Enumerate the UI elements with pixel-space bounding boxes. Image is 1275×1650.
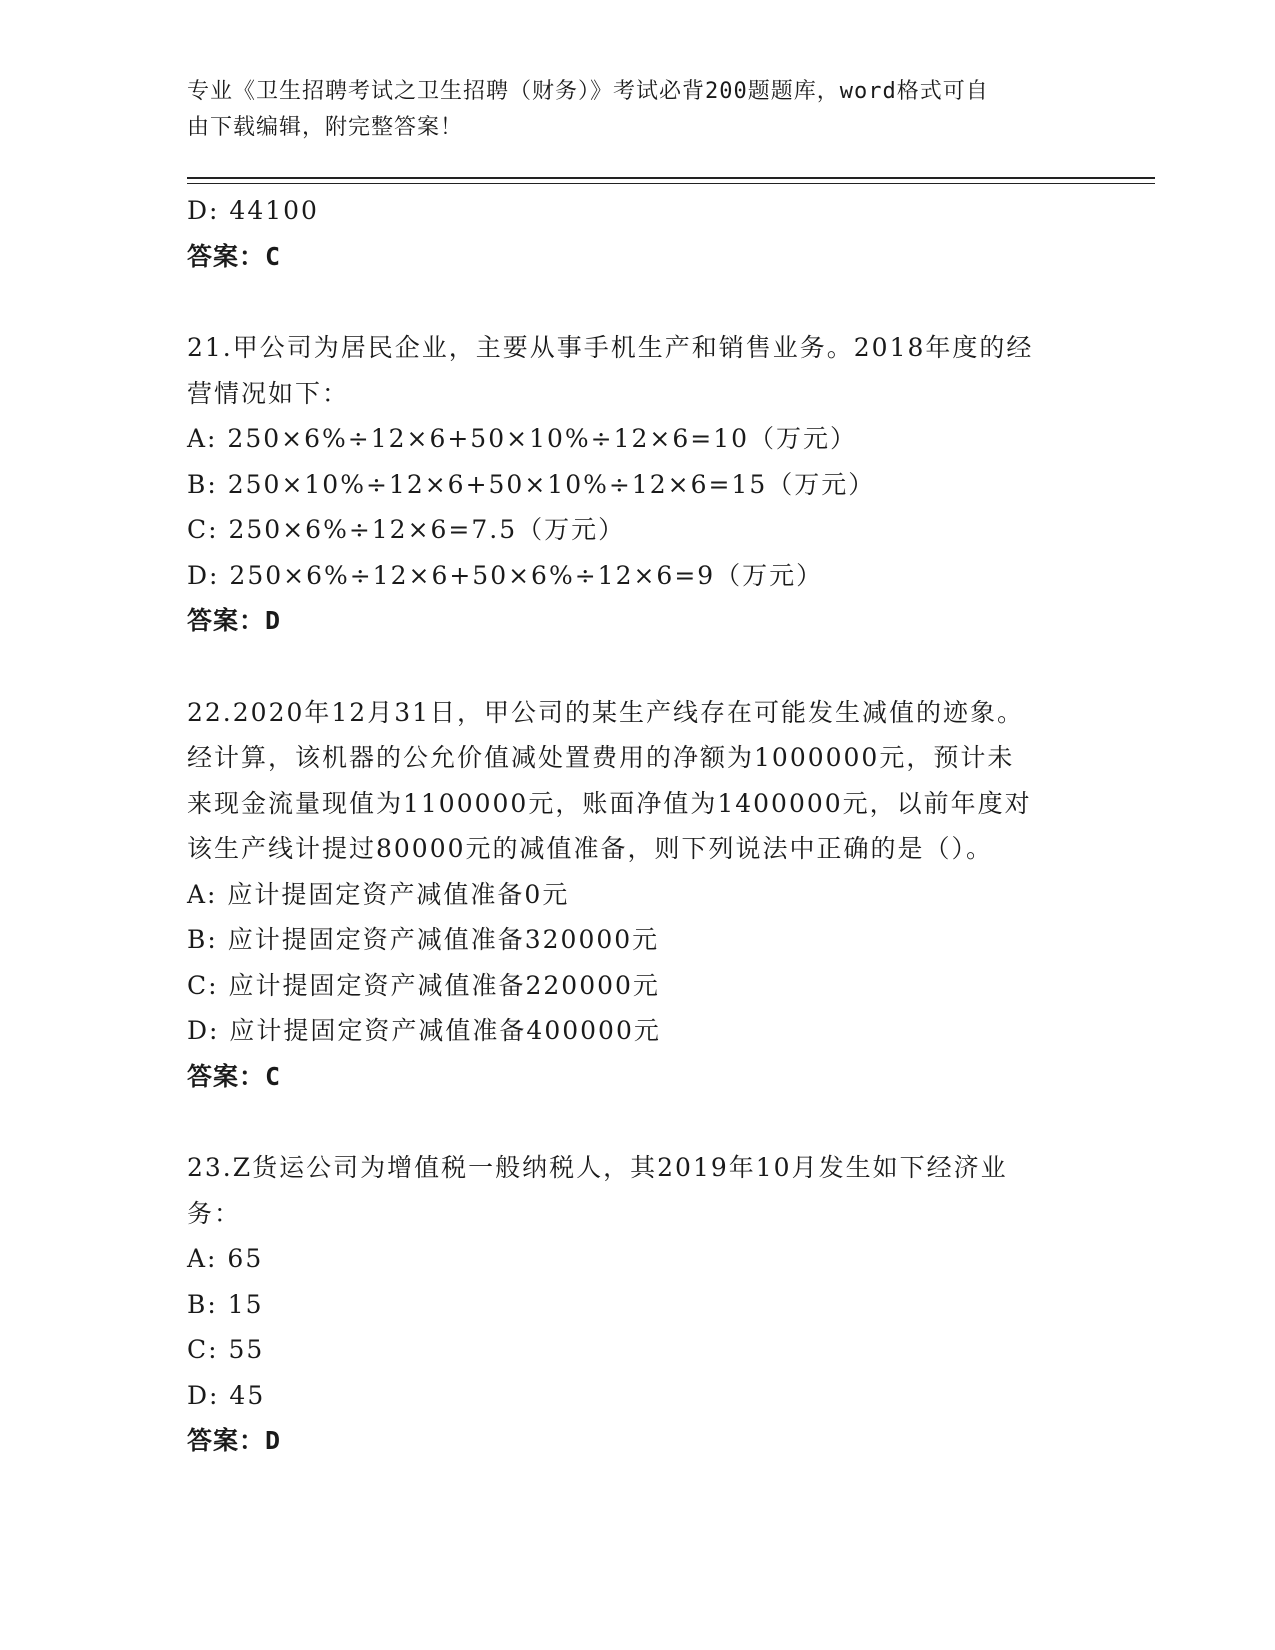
spacer bbox=[187, 1099, 1087, 1145]
question-23 bbox=[187, 1145, 1087, 1464]
spacer bbox=[187, 279, 1087, 325]
option-c: C: 55 bbox=[187, 1335, 265, 1364]
answer-label: 答案：D bbox=[187, 1426, 282, 1455]
question-list bbox=[187, 188, 1087, 1464]
option-d: D: 250×6%÷12×6+50×6%÷12×6=9（万元） bbox=[187, 560, 824, 590]
answer-label: 答案：D bbox=[187, 606, 282, 635]
question-22 bbox=[187, 690, 1087, 1100]
question-stem-line: 23.Z货运公司为增值税一般纳税人，其2019年10月发生如下经济业 bbox=[187, 1153, 1008, 1182]
question-stem-line: 来现金流量现值为1100000元，账面净值为1400000元，以前年度对 bbox=[187, 788, 1032, 818]
header-title-line-1: 专业《卫生招聘考试之卫生招聘（财务）》考试必背200题题库，word格式可自 bbox=[187, 79, 989, 104]
question-20-tail bbox=[187, 188, 1087, 279]
question-stem-line: 务： bbox=[187, 1198, 242, 1228]
spacer bbox=[187, 644, 1087, 690]
header-title-line-2: 由下载编辑，附完整答案！ bbox=[187, 115, 464, 140]
answer-label: 答案：C bbox=[187, 1061, 282, 1091]
question-stem-line: 营情况如下： bbox=[187, 378, 350, 408]
header-divider-thin bbox=[187, 183, 1155, 184]
question-stem-line: 22.2020年12月31日，甲公司的某生产线存在可能发生减值的迹象。 bbox=[187, 697, 1025, 727]
option-a: A: 250×6%÷12×6+50×10%÷12×6=10（万元） bbox=[187, 424, 858, 453]
question-stem-line: 该生产线计提过80000元的减值准备，则下列说法中正确的是（）。 bbox=[187, 834, 994, 863]
option-d: D: 45 bbox=[187, 1380, 266, 1410]
question-stem-line: 21.甲公司为居民企业，主要从事手机生产和销售业务。2018年度的经 bbox=[187, 333, 1034, 362]
option-b: B: 250×10%÷12×6+50×10%÷12×6=15（万元） bbox=[187, 469, 876, 499]
option-a: A: 应计提固定资产减值准备0元 bbox=[187, 879, 570, 909]
option-a: A: 65 bbox=[187, 1244, 264, 1273]
option-d: D: 44100 bbox=[187, 196, 319, 225]
option-d: D: 应计提固定资产减值准备400000元 bbox=[187, 1016, 661, 1045]
answer-label: 答案：C bbox=[187, 241, 282, 271]
question-stem-line: 经计算，该机器的公允价值减处置费用的净额为1000000元，预计未 bbox=[187, 743, 1015, 772]
header-divider-thick bbox=[187, 177, 1155, 179]
option-c: C: 应计提固定资产减值准备220000元 bbox=[187, 970, 660, 1000]
question-21 bbox=[187, 325, 1087, 644]
option-b: B: 应计提固定资产减值准备320000元 bbox=[187, 925, 660, 954]
option-c: C: 250×6%÷12×6=7.5（万元） bbox=[187, 515, 626, 544]
document-header bbox=[187, 74, 1067, 146]
option-b: B: 15 bbox=[187, 1289, 264, 1319]
